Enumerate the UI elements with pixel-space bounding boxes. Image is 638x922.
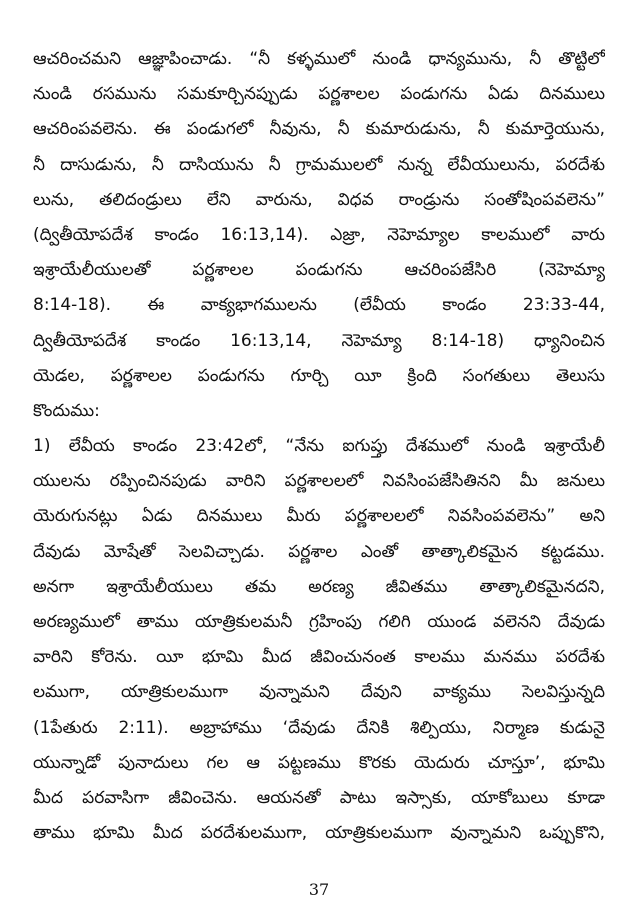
page-number: 37	[308, 880, 330, 899]
document-page	[33, 42, 605, 851]
text-line: కొందుము:	[33, 400, 100, 421]
text-line: యెరుగునట్లు ఏడు దినములు మీరు పర్ణశాలలలో నివసింపవలెను” అని	[33, 506, 605, 527]
text-line: ఆచరింపవలెను. ఈ పండుగలో నీవును, నీ కుమారుడును, నీ కుమార్తెయును,	[33, 119, 605, 140]
text-line: ద్వితీయోపదేశ కాండం 16:13,14, నెహెమ్యా 8:14-18) ధ్యానించిన	[33, 330, 605, 351]
text-line: (1పేతురు 2:11). అబ్రాహాము ‘దేవుడు దేనికి శిల్పియు, నిర్మాణ కుడునై	[33, 717, 605, 738]
text-line: లముగా, యాత్రికులముగా వున్నామని దేవుని వాక్యము సెలవిస్తున్నది	[33, 682, 605, 703]
text-line: (ద్వితీయోపదేశ కాండం 16:13,14). ఎజ్రా, నెహెమ్యాల కాలములో వారు	[33, 224, 605, 245]
text-line: మీద పరవాసిగా జీవించెను. ఆయనతో పాటు ఇస్సాకు, యాకోబులు కూడా	[33, 787, 605, 808]
text-line: యెడల, పర్ణశాలల పండుగను గూర్చి యీ క్రింది సంగతులు తెలుసు	[33, 365, 605, 386]
text-line: తాము భూమి మీద పరదేశులముగా, యాత్రికులముగా వున్నామని ఒప్పుకొని,	[33, 823, 605, 844]
text-line: నీ దాసుడును, నీ దాసియును నీ గ్రామములలో నున్న లేవీయులును, పరదేశు	[33, 154, 605, 175]
text-line: యున్నాడో పునాదులు గల ఆ పట్టణము కొరకు యెదురు చూస్తూ’, భూమి	[33, 752, 605, 773]
text-line: ఇశ్రాయేలీయులతో పర్ణశాలల పండుగను ఆచరింపజేసిరి (నెహెమ్యా	[33, 260, 605, 281]
text-line: 1) లేవీయ కాండం 23:42లో, “నేను ఐగుప్తు దేశములో నుండి ఇశ్రాయేలీ	[33, 436, 605, 457]
text-line: దేవుడు మోషేతో సెలవిచ్చాడు. పర్ణశాల ఎంతో తాత్కాలికమైన కట్టడము.	[33, 541, 605, 562]
text-line: అరణ్యములో తాము యాత్రికులమనీ గ్రహింపు గలిగి యుండ వలెనని దేవుడు	[33, 612, 605, 632]
text-line: ఆచరించమని ఆజ్ఞాపించాడు. “నీ కళ్ళములో నుండి ధాన్యమును, నీ తొట్టిలో	[33, 49, 605, 69]
text-line: వారిని కోరెను. యీ భూమి మీద జీవించునంత కాలము మనము పరదేశు	[33, 647, 605, 668]
text-line: 8:14-18). ఈ వాక్యభాగములను (లేవీయ కాండం 23:33-44,	[33, 295, 605, 316]
text-line: నుండి రసమును సమకూర్చినప్పుడు పర్ణశాలల పండుగను ఏడు దినములు	[33, 84, 605, 105]
text-line: అనగా ఇశ్రాయేలీయులు తమ అరణ్య జీవితము తాత్కాలికమైనదని,	[33, 576, 605, 597]
text-line: లును, తలిదండ్రులు లేని వారును, విధవ రాండ్రును సంతోషింపవలెను”	[33, 189, 605, 210]
text-line: యులను రప్పించినపుడు వారిని పర్ణశాలలలో నివసింపజేసితినని మీ జనులు	[33, 471, 605, 492]
